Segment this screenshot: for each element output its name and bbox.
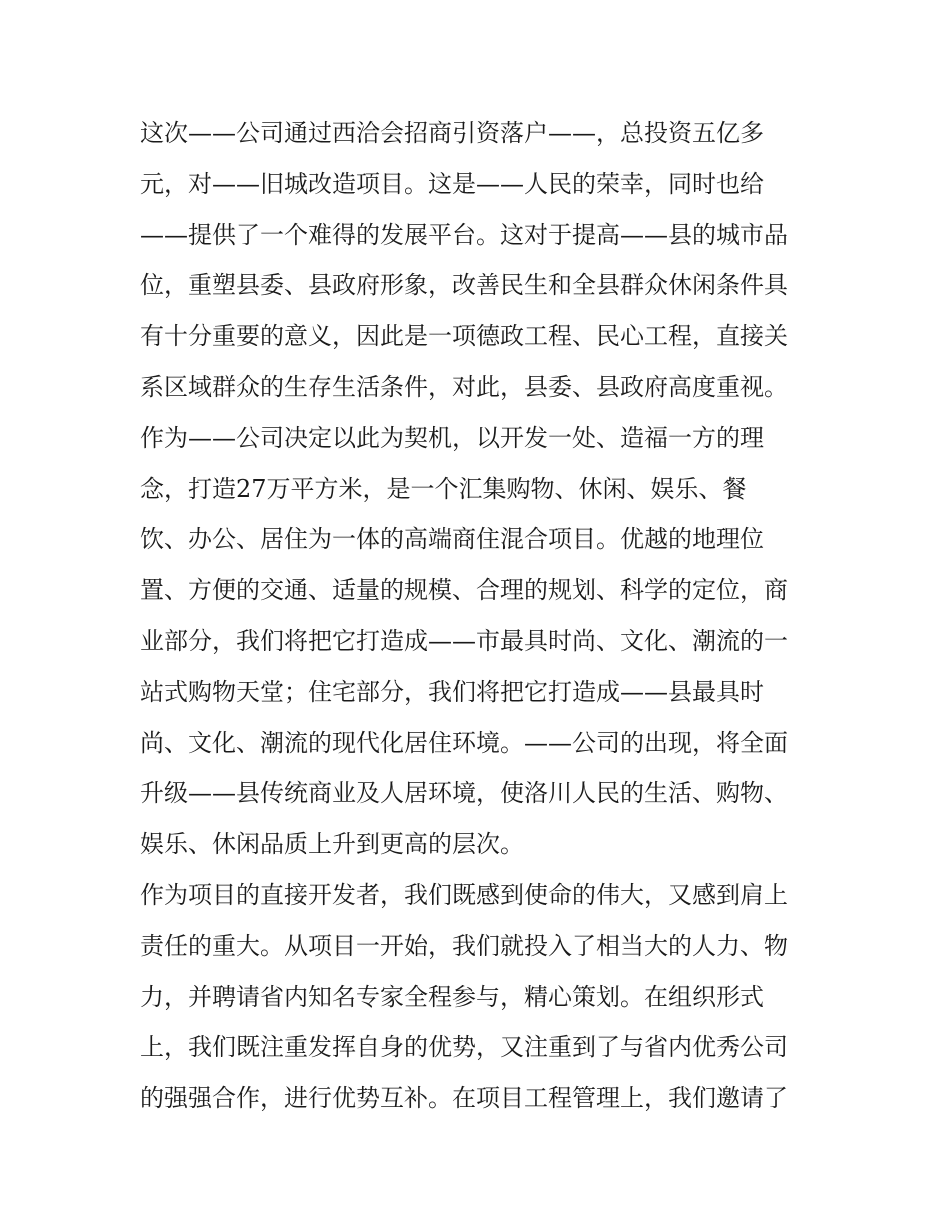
text-line: 位，重塑县委、县政府形象，改善民生和全县群众休闲条件具 (140, 271, 788, 300)
text-line: ——提供了一个难得的发展平台。这对于提高——县的城市品 (140, 220, 788, 249)
body-text (140, 108, 820, 1124)
text-line: 尚、文化、潮流的现代化居住环境。——公司的出现，将全面 (140, 728, 788, 757)
text-line: 这次——公司通过西洽会招商引资落户——，总投资五亿多 (140, 119, 764, 147)
text-line: 站式购物天堂；住宅部分，我们将把它打造成——县最具时 (140, 677, 764, 706)
text-line: 有十分重要的意义，因此是一项德政工程、民心工程，直接关 (140, 322, 788, 351)
text-line: 力，并聘请省内知名专家全程参与，精心策划。在组织形式 (140, 982, 764, 1011)
text-line: 置、方便的交通、适量的规模、合理的规划、科学的定位，商 (140, 576, 788, 605)
text-line: 责任的重大。从项目一开始，我们就投入了相当大的人力、物 (140, 931, 788, 960)
text-line: 元，对——旧城改造项目。这是——人民的荣幸，同时也给 (140, 169, 764, 198)
text-line: 作为——公司决定以此为契机，以开发一处、造福一方的理 (140, 423, 764, 452)
text-line: 娱乐、休闲品质上升到更高的层次。 (140, 830, 524, 859)
text-line: 升级——县传统商业及人居环境，使洛川人民的生活、购物、 (140, 779, 788, 808)
text-line: 业部分，我们将把它打造成——市最具时尚、文化、潮流的一 (140, 626, 788, 655)
text-line: 念，打造27万平方米，是一个汇集购物、休闲、娱乐、餐 (140, 474, 747, 503)
text-line: 饮、办公、居住为一体的高端商住混合项目。优越的地理位 (140, 525, 764, 554)
text-line: 上，我们既注重发挥自身的优势，又注重到了与省内优秀公司 (140, 1033, 788, 1062)
text-line: 作为项目的直接开发者，我们既感到使命的伟大，又感到肩上 (140, 880, 788, 909)
text-line: 的强强合作，进行优势互补。在项目工程管理上，我们邀请了 (140, 1084, 788, 1113)
text-line: 系区域群众的生存生活条件，对此，县委、县政府高度重视。 (140, 372, 788, 401)
